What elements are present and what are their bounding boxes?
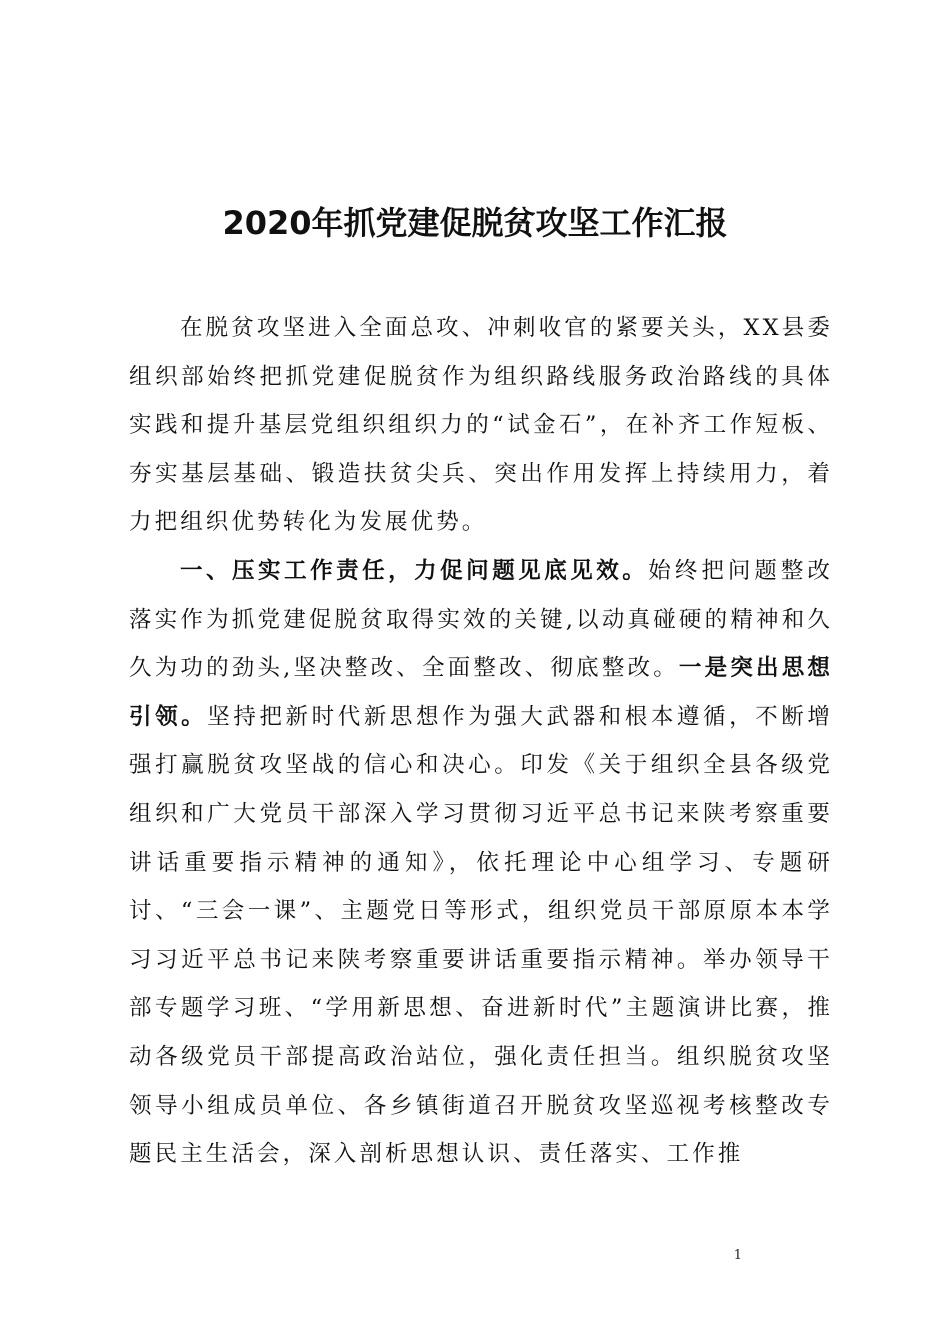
document-body: [129, 304, 833, 1179]
section-1-heading: 一、压实工作责任，力促问题见底见效。: [180, 557, 649, 584]
section-1-text-b: 坚持把新时代新思想作为强大武器和根本遵循，不断增强打赢脱贫攻坚战的信心和决心。印发《关于组织全县各级党组织和广大党员干部深入学习贯彻习近平总书记来陕考察重要讲话重要指示精神的通知》，依托理论中心组学习、专题研讨、“三会一课”、主题党日等形式，组织党员干部原原本本学习习近平总书记来陕考察重要讲话重要指示精神。举办领导干部专题学习班、“学用新思想、奋进新时代”主题演讲比赛，推动各级党员干部提高政治站位，强化责任担当。组织脱贫攻坚领导小组成员单位、各乡镇街道召开脱贫攻坚巡视考核整改专题民主生活会，深入剖析思想认识、责任落实、工作推: [129, 703, 833, 1168]
section-1-paragraph: [129, 547, 833, 1179]
section-1-subheading: 一是突出思想引领。: [129, 655, 833, 730]
document-title: 2020年抓党建促脱贫攻坚工作汇报: [222, 204, 728, 242]
intro-paragraph: 在脱贫攻坚进入全面总攻、冲刺收官的紧要关头，XX县委组织部始终把抓党建促脱贫作为组织路线服务政治路线的具体实践和提升基层党组织组织力的“试金石”，在补齐工作短板、夯实基层基础、锻造扶贫尖兵、突出作用发挥上持续用力，着力把组织优势转化为发展优势。: [129, 315, 833, 536]
page-number: 1: [733, 1248, 742, 1263]
section-1-text-a: 始终把问题整改落实作为抓党建促脱贫取得实效的关键,以动真碰硬的精神和久久为功的劲头,坚决整改、全面整改、彻底整改。: [129, 557, 833, 682]
